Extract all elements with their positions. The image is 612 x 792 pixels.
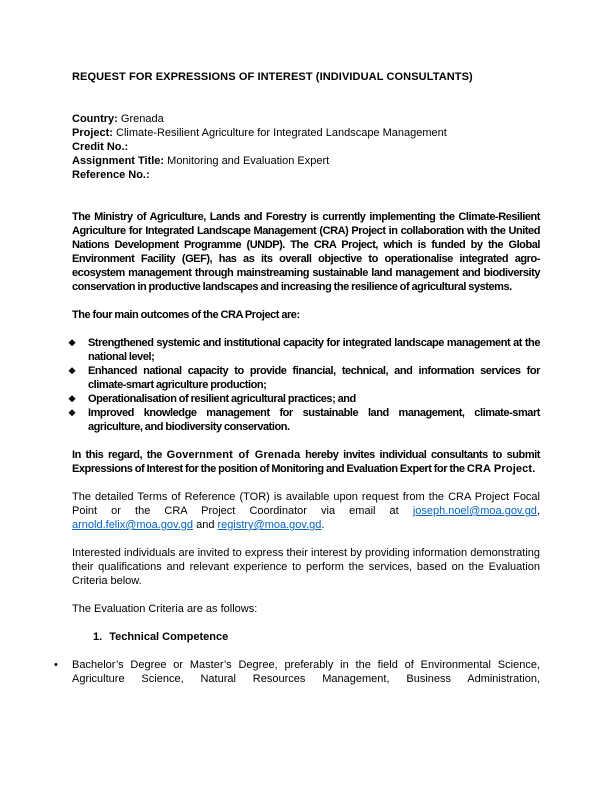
interested-paragraph: Interested individuals are invited to express their interest by providing information demonstrating their qualifications and relevant experience to perform the services, based on the Evaluation Criteria below. [72,547,540,587]
list-item [68,364,540,392]
outcome-text: Strengthened systemic and institutional capacity for integrated landscape management at the national level; [88,337,540,363]
invitation-part2: hereby invites individual consultants to submit Expressions of Interest for the position of Monitoring and Evaluation Expert for the [72,449,540,475]
meta-reference-no [72,168,540,182]
outcome-text: Enhanced national capacity to provide financial, technical, and information services for climate-smart agriculture production; [88,365,540,391]
tor-paragraph [72,490,540,532]
list-item [68,392,540,406]
document-meta-block [72,112,540,182]
tor-part1: The detailed Terms of Reference (TOR) is available upon request from the CRA Project Focal Point or the CRA Project Coordinator via email at [72,491,540,517]
meta-project-value: Climate-Resilient Agriculture for Integrated Landscape Management [112,127,447,139]
meta-country-value: Grenada [117,113,164,125]
dot-bullet-icon: • [54,659,58,671]
meta-country [72,112,540,126]
diamond-bullet-icon: ❖ [68,338,77,348]
section-1-heading [93,630,540,644]
outcomes-list [68,336,540,434]
meta-reference-no-label: Reference No.: [72,169,150,181]
diamond-bullet-icon: ❖ [68,408,77,418]
invitation-paragraph [72,448,540,476]
invitation-emphasis-government: Government of Grenada [166,449,301,461]
outcome-text: Operationalisation of resilient agricultural practices; and [88,393,356,405]
meta-country-label: Country: [72,113,118,125]
meta-assignment-title-label: Assignment Title: [72,155,165,167]
list-item [68,336,540,364]
meta-assignment-title-value: Monitoring and Evaluation Expert [164,155,330,167]
tor-sep1: , [536,505,540,517]
document-title: REQUEST FOR EXPRESSIONS OF INTEREST (INDIVIDUAL CONSULTANTS) [72,71,473,83]
email-link-registry[interactable]: registry@moa.gov.gd [217,519,322,531]
criteria-intro: The Evaluation Criteria are as follows: [72,603,258,615]
meta-credit-no-label: Credit No.: [72,141,129,153]
invitation-part3: . [532,463,535,475]
section-1-number: 1. [93,631,103,643]
diamond-bullet-icon: ❖ [68,366,77,376]
intro-paragraph: The Ministry of Agriculture, Lands and Forestry is currently implementing the Climate-Resilient Agriculture for Integrated Landscape Management (CRA) Project in collaboration with the United Nations Development Programme (UNDP). The CRA Project, which is funded by the Global Environment Facility (GEF), has as its overall objective to operationalise integrated agro-ecosystem management through mainstreaming sustainable land management and biodiversity conservation in productive landscapes and increasing the resilience of agricultural systems. [72,211,540,293]
meta-project [72,126,540,140]
qualification-text: Bachelor’s Degree or Master’s Degree, preferably in the field of Environmental Science, Agriculture Science, Natural Resources Management, Business Administration, [72,659,540,685]
diamond-bullet-icon: ❖ [68,394,77,404]
outcomes-heading: The four main outcomes of the CRA Project are: [72,309,300,321]
meta-credit-no [72,140,540,154]
list-item [68,406,540,434]
list-item [54,658,540,686]
section-1-title: Technical Competence [109,631,229,643]
invitation-part1: In this regard, the [72,449,167,461]
email-link-joseph-noel[interactable]: joseph.noel@moa.gov.gd [412,505,537,517]
document-content [54,70,540,686]
outcome-text: Improved knowledge management for sustainable land management, climate-smart agriculture, and biodiversity conservation. [88,407,540,433]
tor-part2: . [321,519,325,531]
invitation-emphasis-cra-project: CRA Project [466,463,533,475]
meta-assignment-title [72,154,540,168]
tor-sep2: and [193,519,218,531]
meta-project-label: Project: [72,127,113,139]
email-link-arnold-felix[interactable]: arnold.felix@moa.gov.gd [72,519,194,531]
